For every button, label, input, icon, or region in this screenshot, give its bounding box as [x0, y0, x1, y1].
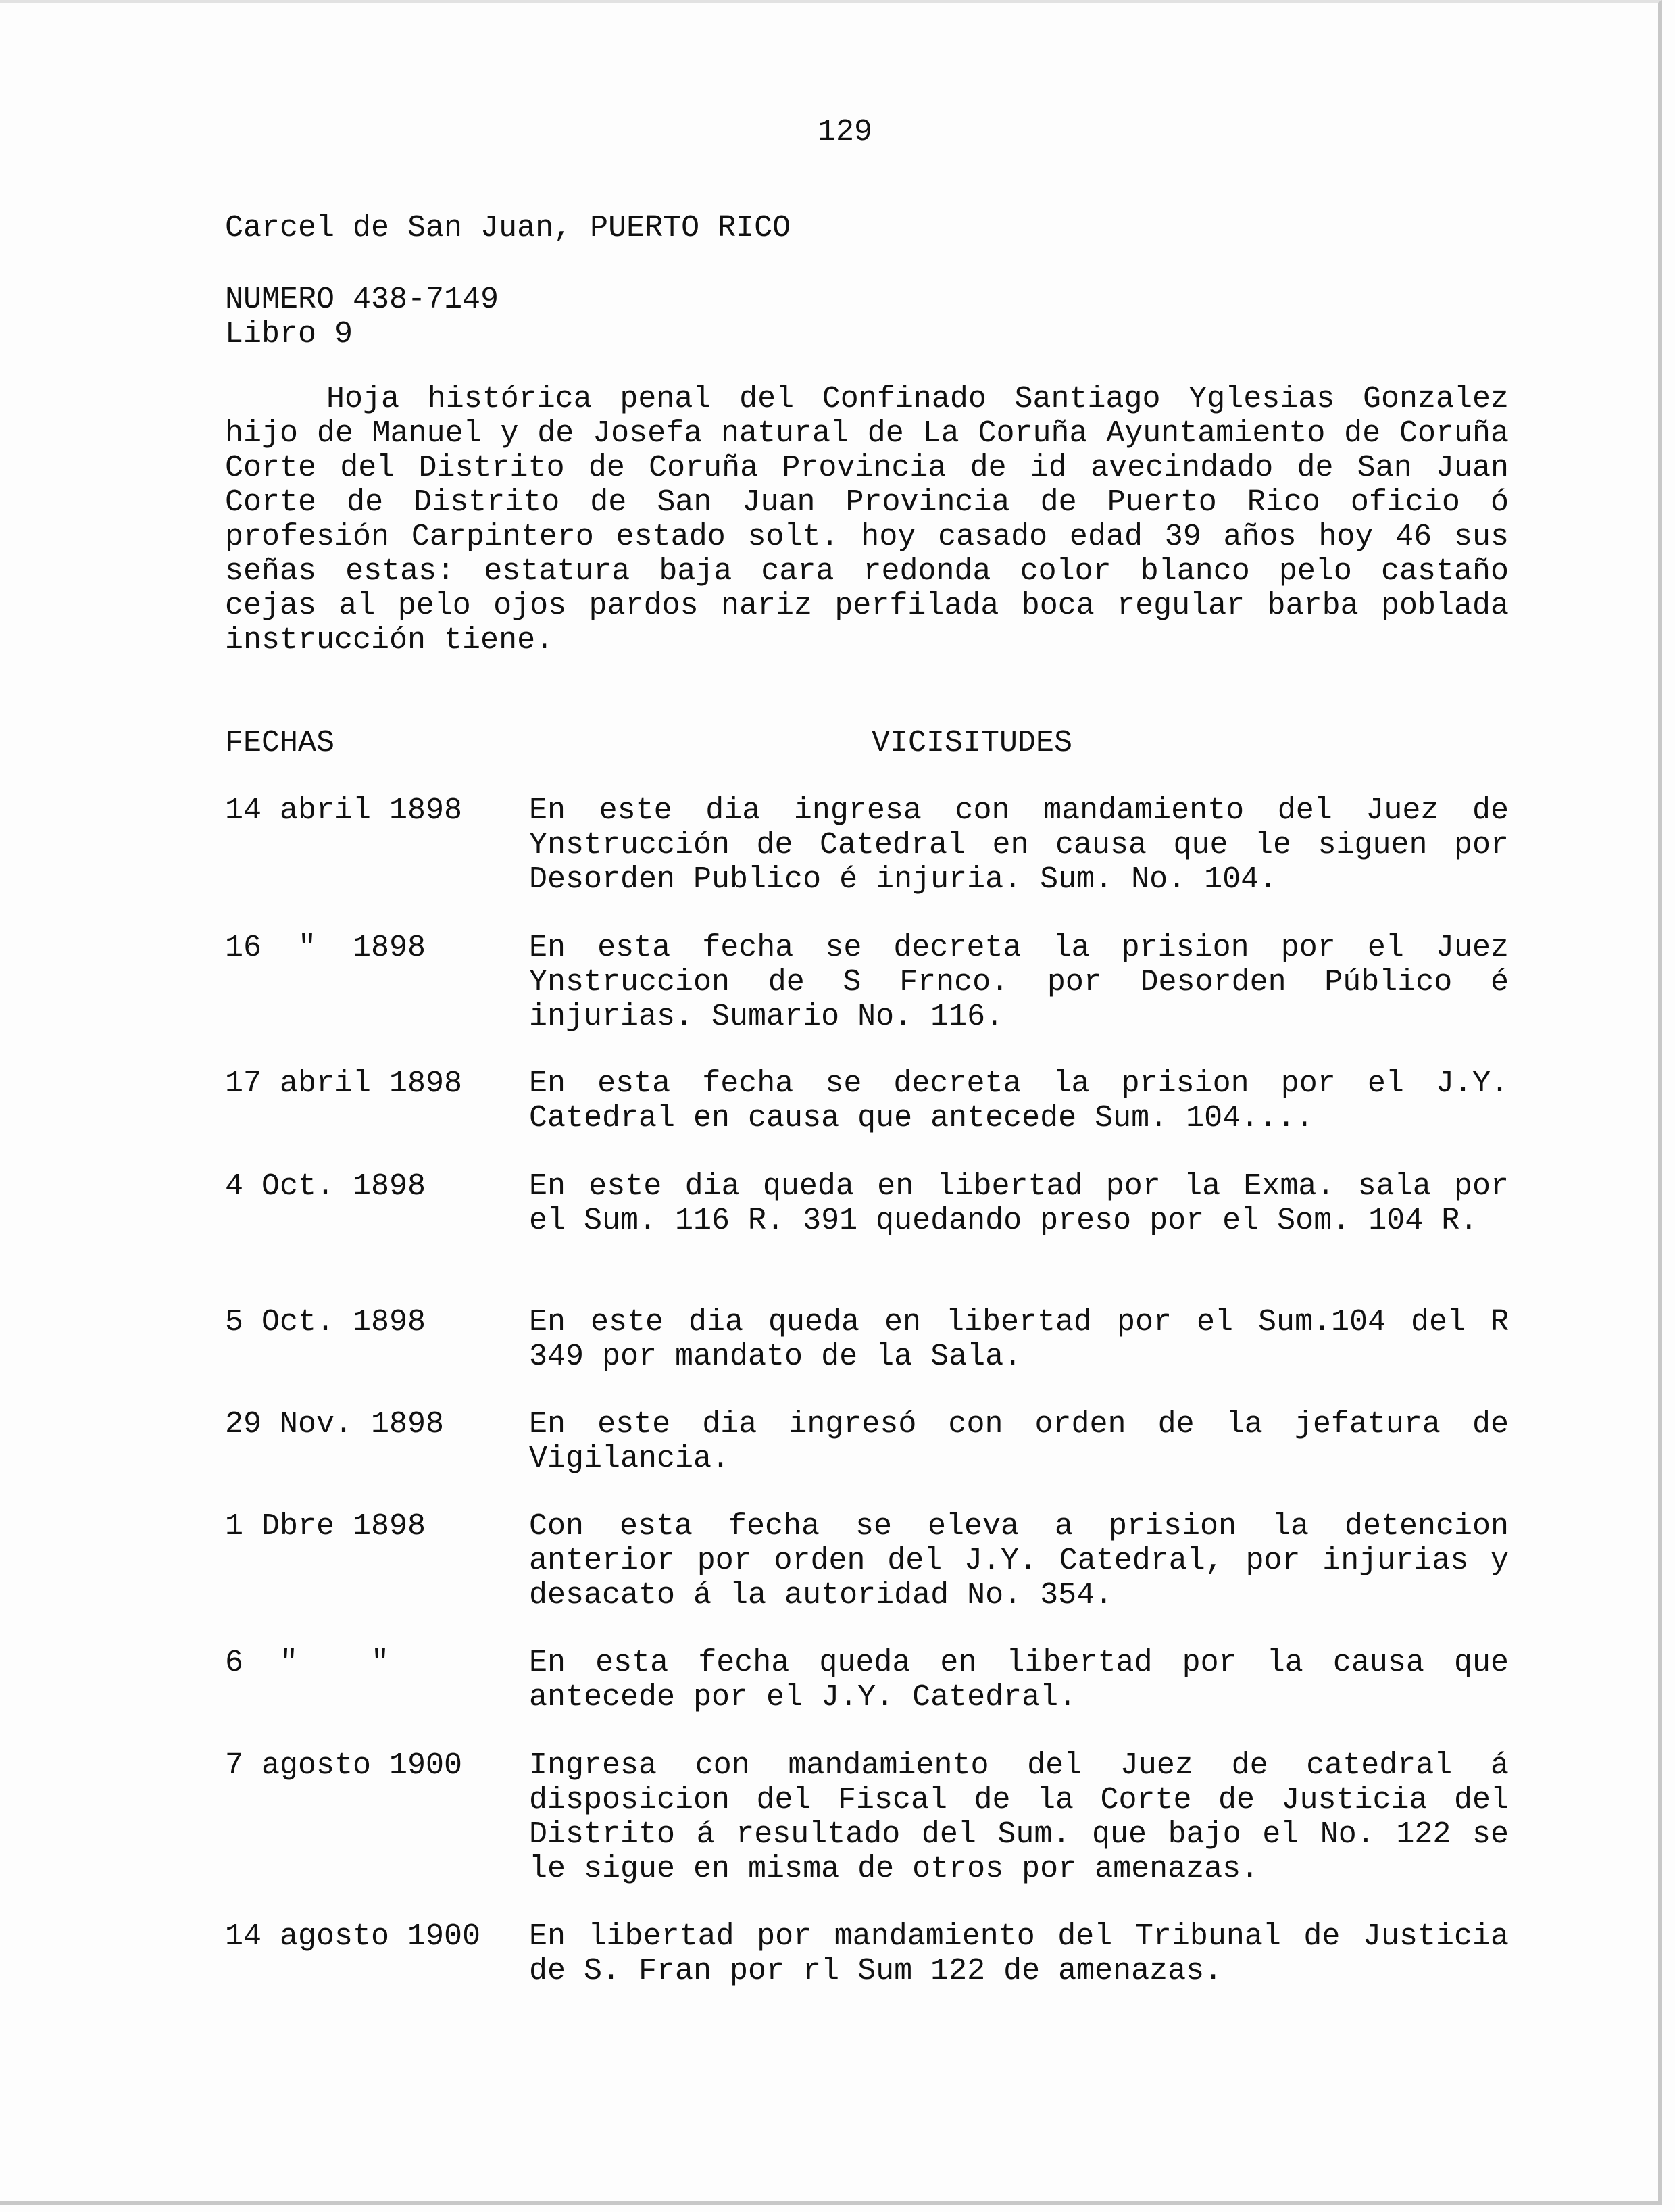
entry-date: 6 " "	[225, 1646, 390, 1680]
entry-text: Ingresa con mandamiento del Juez de catedral á disposicion del Fiscal de la Corte de Justicia del Distrito á resultado del Sum. que bajo el No. 122 se le sigue en misma de otros por amenazas.	[529, 1748, 1509, 1886]
entry-date: 16 " 1898	[225, 931, 426, 965]
entry-date: 17 abril 1898	[225, 1066, 463, 1101]
column-header-vicisitudes: VICISITUDES	[872, 726, 1073, 760]
inmate-description-paragraph: Hoja histórica penal del Confinado Santiago Yglesias Gonzalez hijo de Manuel y de Josefa natural de La Coruña Ayuntamiento de Coruña Corte del Distrito de Coruña Provincia de id avecindado de San Juan Corte de Distrito de San Juan Provincia de Puerto Rico oficio ó profesión Carpintero estado solt. hoy casado edad 39 años hoy 46 sus señas estas: estatura baja cara redonda color blanco pelo castaño cejas al pelo ojos pardos nariz perfilada boca regular barba poblada instrucción tiene.	[225, 382, 1509, 658]
entry-text: En este dia ingresó con orden de la jefatura de Vigilancia.	[529, 1407, 1509, 1476]
entry-date: 14 abril 1898	[225, 793, 463, 828]
entry-date: 4 Oct. 1898	[225, 1169, 426, 1204]
entry-text: En esta fecha queda en libertad por la causa que antecede por el J.Y. Catedral.	[529, 1646, 1509, 1715]
inmate-number: NUMERO 438-7149	[225, 282, 499, 317]
page-number: 129	[818, 115, 873, 149]
entry-text: En este dia ingresa con mandamiento del Juez de Ynstrucción de Catedral en causa que le siguen por Desorden Publico é injuria. Sum. No. 104.	[529, 793, 1509, 897]
column-header-fechas: FECHAS	[225, 726, 335, 760]
entry-text: En este dia queda en libertad por el Sum.104 del R 349 por mandato de la Sala.	[529, 1305, 1509, 1374]
entry-text: En esta fecha se decreta la prision por el J.Y. Catedral en causa que antecede Sum. 104....	[529, 1066, 1509, 1135]
entry-text: En esta fecha se decreta la prision por el Juez Ynstruccion de S Frnco. por Desorden Público é injurias. Sumario No. 116.	[529, 931, 1509, 1034]
prison-heading: Carcel de San Juan, PUERTO RICO	[225, 211, 791, 245]
entry-date: 29 Nov. 1898	[225, 1407, 445, 1442]
entry-date: 1 Dbre 1898	[225, 1509, 426, 1544]
entry-text: En este dia queda en libertad por la Exma. sala por el Sum. 116 R. 391 quedando preso por el Som. 104 R.	[529, 1169, 1509, 1238]
entry-date: 14 agosto 1900	[225, 1919, 481, 1954]
entry-text: Con esta fecha se eleva a prision la detencion anterior por orden del J.Y. Catedral, por injurias y desacato á la autoridad No. 354.	[529, 1509, 1509, 1613]
entry-text: En libertad por mandamiento del Tribunal de Justicia de S. Fran por rl Sum 122 de amenazas.	[529, 1919, 1509, 1988]
book-number: Libro 9	[225, 317, 353, 351]
entry-date: 5 Oct. 1898	[225, 1305, 426, 1340]
entry-date: 7 agosto 1900	[225, 1748, 463, 1783]
